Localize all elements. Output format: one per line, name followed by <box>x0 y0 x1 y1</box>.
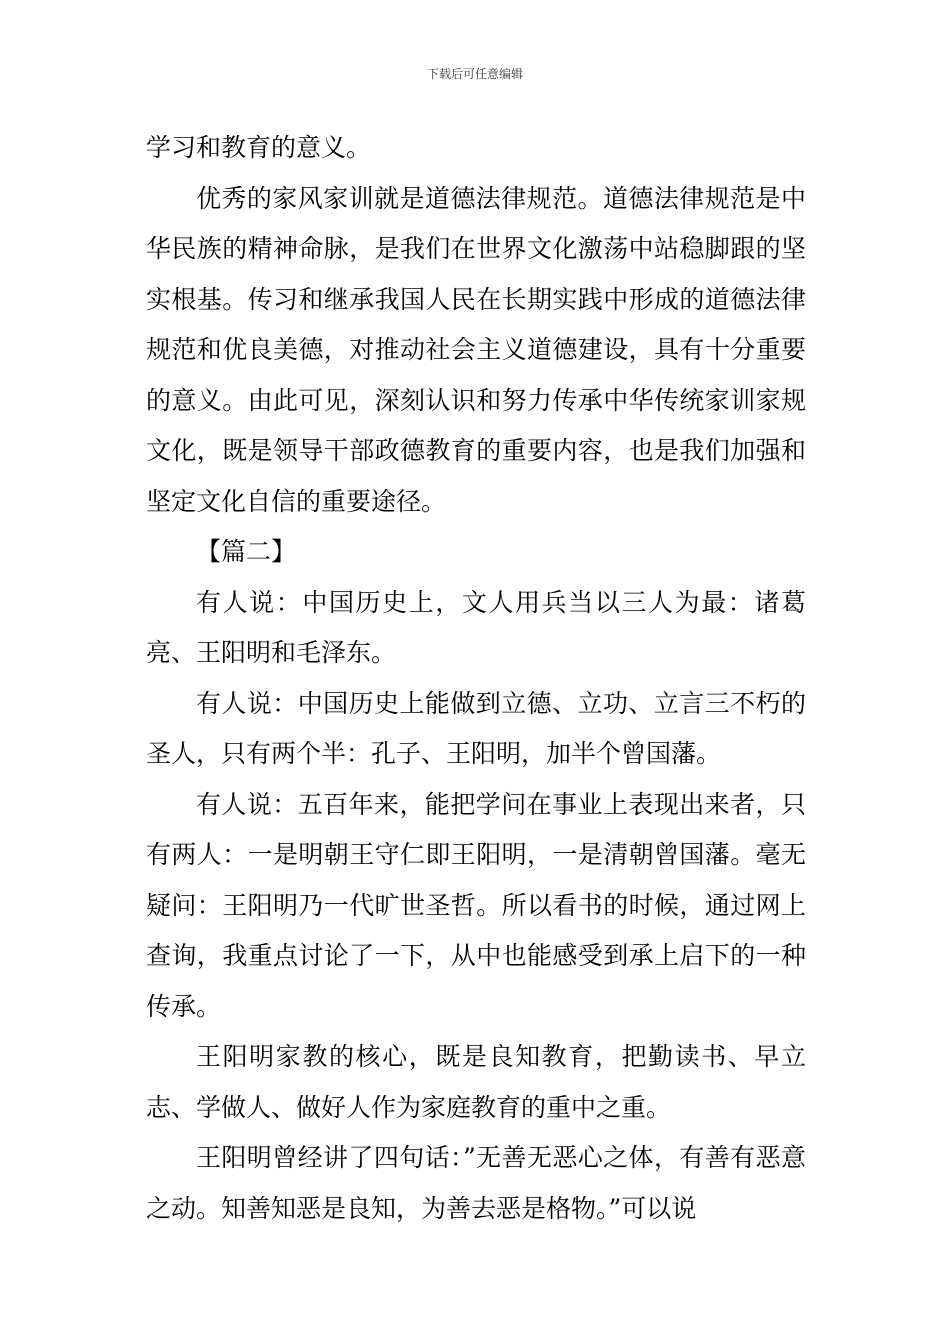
paragraph-6: 王阳明家教的核心，既是良知教育，把勤读书、早立志、学做人、做好人作为家庭教育的重中之重。 <box>146 1042 806 1122</box>
paragraph-2: 优秀的家风家训就是道德法律规范。道德法律规范是中华民族的精神命脉，是我们在世界文化激荡中站稳脚跟的坚实根基。传习和继承我国人民在长期实践中形成的道德法律规范和优良美德，对推动社会主义道德建设，具有十分重要的意义。由此可见，深刻认识和努力传承中华传统家训家规文化，既是领导干部政德教育的重要内容，也是我们加强和坚定文化自信的重要途径。 <box>146 183 806 516</box>
paragraph-3: 有人说：中国历史上，文人用兵当以三人为最：诸葛亮、王阳明和毛泽东。 <box>146 587 806 667</box>
page-header: 下载后可任意编辑 <box>426 67 523 81</box>
paragraph-5: 有人说：五百年来，能把学问在事业上表现出来者，只有两人：一是明朝王守仁即王阳明，一是清朝曾国藩。毫无疑问：王阳明乃一代旷世圣哲。所以看书的时候，通过网上查询，我重点讨论了一下，从中也能感受到承上启下的一种传承。 <box>146 789 806 1021</box>
section-heading: 【篇二】 <box>196 537 297 566</box>
paragraph-7: 王阳明曾经讲了四句话：”无善无恶心之体，有善有恶意之动。知善知恶是良知，为善去恶是格物。”可以说 <box>146 1143 806 1223</box>
paragraph-4: 有人说：中国历史上能做到立德、立功、立言三不朽的圣人，只有两个半：孔子、王阳明，加半个曾国藩。 <box>146 688 806 768</box>
paragraph-1: 学习和教育的意义。 <box>146 133 372 162</box>
document-body <box>146 123 806 1234</box>
